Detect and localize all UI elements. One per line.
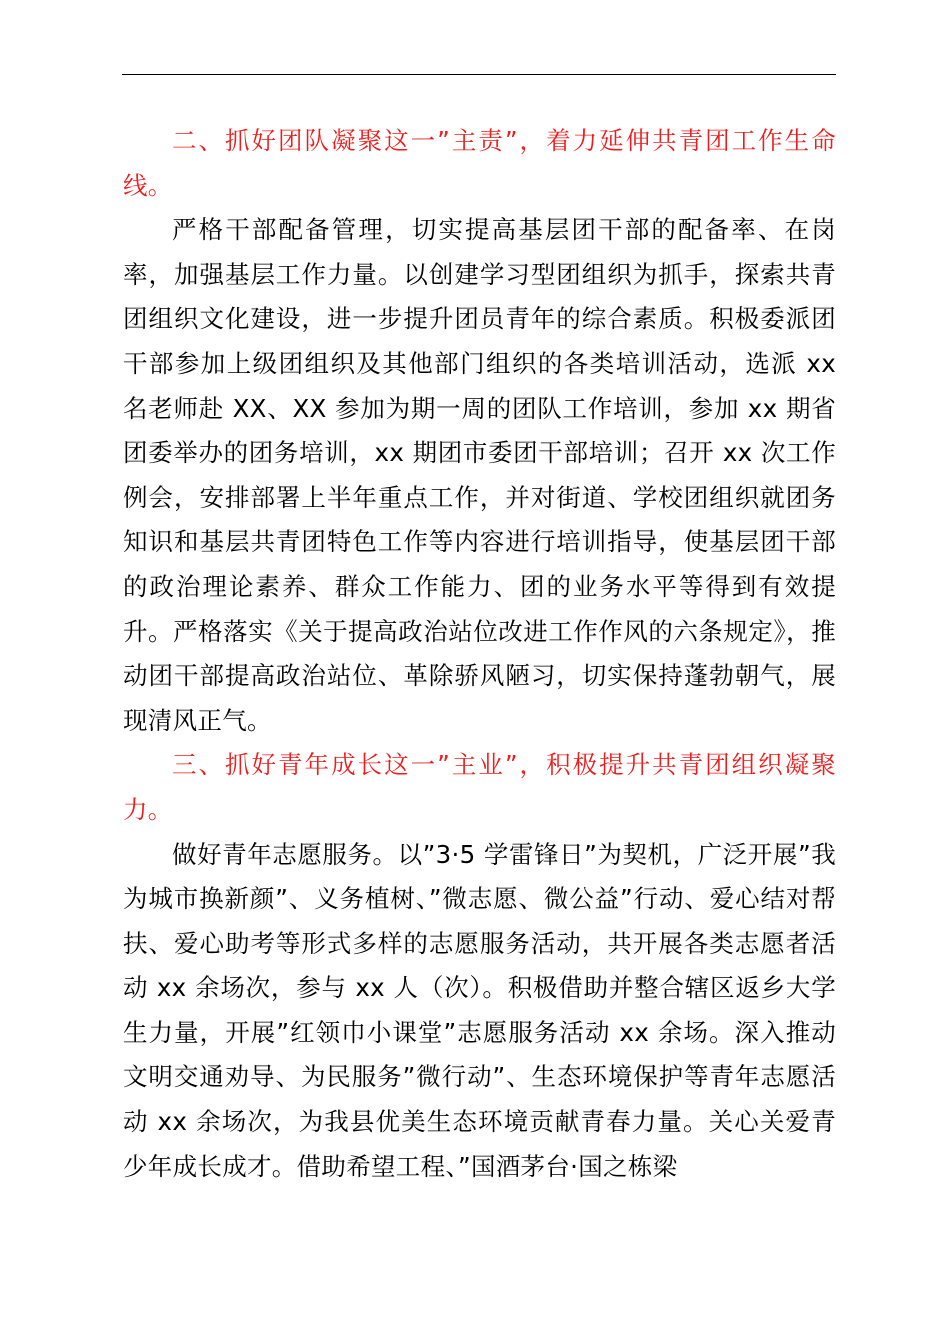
header-rule: [122, 74, 836, 75]
body-paragraph-1: 严格干部配备管理，切实提高基层团干部的配备率、在岗率，加强基层工作力量。以创建学习型团组织为抓手，探索共青团组织文化建设，进一步提升团员青年的综合素质。积极委派团干部参加上级团组织及其他部门组织的各类培训活动，选派 xx 名老师赴 XX、XX 参加为期一周的团队工作培训，参加 xx 期省团委举办的团务培训，xx 期团市委团干部培训；召开 xx 次工作例会，安排部署上半年重点工作，并对街道、学校团组织就团务知识和基层共青团特色工作等内容进行培训指导，使基层团干部的政治理论素养、群众工作能力、团的业务水平等得到有效提升。严格落实《关于提高政治站位改进工作作风的六条规定》，推动团干部提高政治站位、革除骄风陋习，切实保持蓬勃朝气，展现清风正气。: [123, 215, 836, 735]
document-body: [123, 119, 836, 1189]
section-heading-3: 三、抓好青年成长这一”主业”，积极提升共青团组织凝聚力。: [123, 750, 836, 824]
section-heading-2: 二、抓好团队凝聚这一”主责”，着力延伸共青团工作生命线。: [123, 126, 836, 200]
body-paragraph-2: 做好青年志愿服务。以”3·5 学雷锋日”为契机，广泛开展”我为城市换新颜”、义务植树、”微志愿、微公益”行动、爱心结对帮扶、爱心助考等形式多样的志愿服务活动，共开展各类志愿者活动 xx 余场次，参与 xx 人（次）。积极借助并整合辖区返乡大学生力量，开展”红领巾小课堂”志愿服务活动 xx 余场。深入推动文明交通劝导、为民服务”微行动”、生态环境保护等青年志愿活动 xx 余场次，为我县优美生态环境贡献青春力量。关心关爱青少年成长成才。借助希望工程、”国酒茅台·国之栋梁: [123, 839, 836, 1181]
